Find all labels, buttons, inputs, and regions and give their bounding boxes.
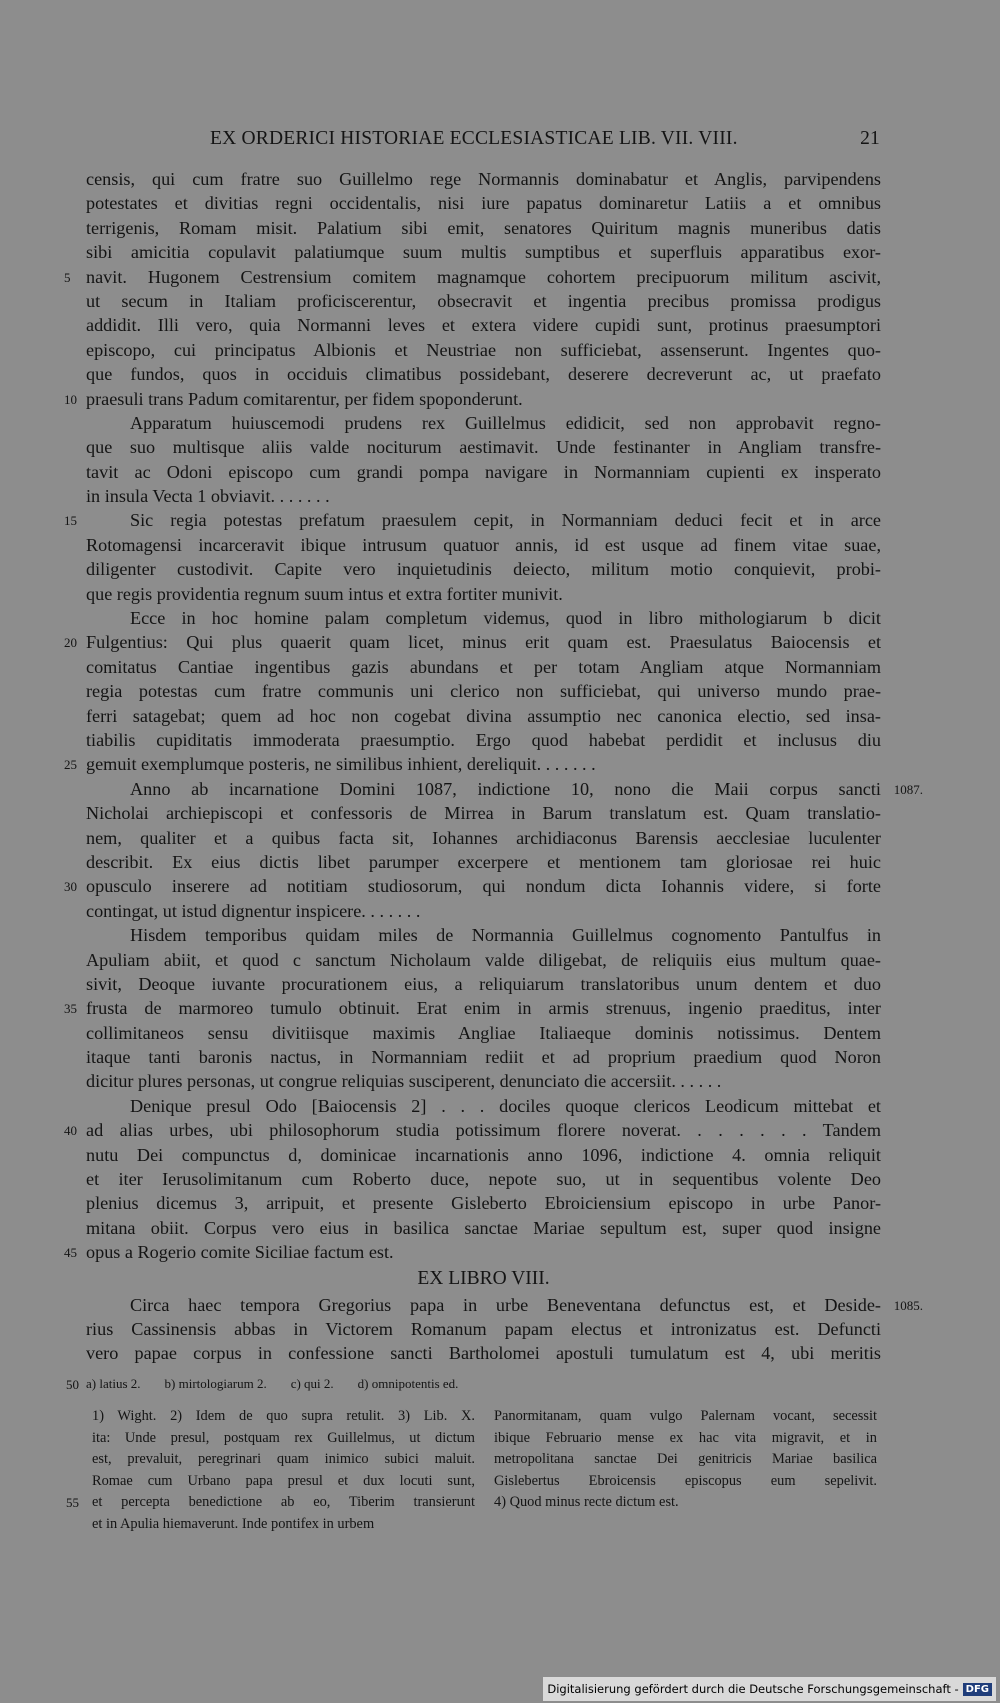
line-text: Rotomagensi incarceravit ibique intrusum quatuor annis, id est usque ad finem vitae suae, [86,534,881,555]
line-text: ad alias urbes, ubi philosophorum studia potissimum florere noverat. . . . . . . Tandem [86,1120,881,1141]
text-line [494,1492,877,1514]
variant-readings [66,1374,881,1394]
line-text: plenius dicemus 3, arripuit, et presente Gisleberto Ebroiciensium episcopo in urbe Panor- [86,1193,881,1214]
text-line [86,167,881,191]
running-header [180,128,880,154]
line-text: gemuit exemplumque posteris, ne similibus inhient, dereliquit. . . . . . . [86,754,596,775]
main-text [64,167,923,1366]
line-text: regia potestas cum fratre communis uni clerico non sufficiebat, qui universo mundo prae- [86,681,881,702]
line-text: episcopo, cui principatus Albionis et Neustriae non sufficiebat, assenserunt. Ingentes quo- [86,339,881,360]
text-line [86,1216,881,1240]
dfg-logo: DFG [963,1683,992,1696]
line-text: ibique Februario mense ex hac vita migravit, et in [494,1429,877,1446]
line-text: terrigenis, Romam misit. Palatium sibi emit, senatores Quiritum magnis muneribus datis [86,217,881,238]
line-text: Apparatum huiuscemodi prudens rex Guillelmus edidicit, sed non approbavit regno- [130,412,881,433]
line-text: Nicholai archiepiscopi et confessoris de Mirrea in Barum translatum est. Quam translatio- [86,803,881,824]
line-text: mitana obiit. Corpus vero eius in basilica sanctae Mariae sepultum est, super quod insigne [86,1217,881,1238]
line-text: nem, qualiter et a quibus facta sit, Iohannes archidiaconus Barensis aecclesiae luculenter [86,827,881,848]
digitization-credit [543,1677,996,1701]
line-number: 55 [66,1495,79,1510]
line-number: 25 [64,757,77,773]
text-line [86,484,881,508]
margin-year-note: 1085. [893,1297,923,1313]
text-line [86,1143,881,1167]
text-line [86,191,881,215]
text-line [86,850,881,874]
line-text: tavit ac Odoni episcopo cum grandi pompa navigare in Normanniam cupienti ex insperato [86,461,881,482]
line-text: itaque tanti baronis nactus, in Normanniam rediit et ad proprium praedium quod Noron [86,1047,881,1068]
line-text: est, prevaluit, peregrinari quam inimico subici maluit. [92,1451,475,1467]
text-line [86,338,881,362]
text-line [494,1428,877,1450]
line-text: opusculo inserere ad notitiam studiosorum, qui nondum dicta Iohannis videre, si forte [86,876,881,897]
line-number: 15 [64,513,77,529]
text-line [86,777,923,801]
text-line [494,1471,877,1493]
text-line [92,1471,475,1493]
text-line [86,948,881,972]
running-title: EX ORDERICI HISTORIAE ECCLESIASTICAE LIB. VII. VIII. [210,128,738,149]
line-number: 10 [64,391,77,407]
line-number: 30 [64,879,77,895]
text-line [86,362,881,386]
variant-reading: c) qui 2. [290,1376,334,1391]
line-text: et in Apulia hiemaverunt. Inde pontifex in urbem [92,1515,375,1532]
line-text: Anno ab incarnatione Domini 1087, indictione 10, nono die Maii corpus sancti [130,778,881,799]
text-line [86,557,881,581]
text-line [86,1341,881,1365]
line-text: que fundos, quos in occiduis climatibus possidebant, deserere decreverunt ac, ut praefato [86,364,881,385]
text-line [86,240,881,264]
line-text: ferri satagebat; quem ad hoc non cogebat divina assumptio nec canonica electio, sed insa- [86,705,881,726]
line-text: et iter Ierusolimitanum cum Roberto duce, nepote suo, ut in sequentibus volente Deo [86,1169,881,1190]
text-line [494,1406,877,1428]
text-line [86,460,881,484]
line-text: Sic regia potestas prefatum praesulem cepit, in Normanniam deduci fecit et in arce [130,510,881,531]
text-line [66,1492,475,1514]
page-number: 21 [860,128,880,149]
line-text: 1) Wight. 2) Idem de quo supra retulit. 3) Lib. X. [92,1408,475,1424]
text-line [86,704,881,728]
text-line [86,1167,881,1191]
line-text: que regis providentia regnum suum intus et extra fortiter munivit. [86,583,563,604]
line-text: ita: Unde presul, postquam rex Guillelmus, ut dictum [92,1429,475,1446]
line-text: vero papae corpus in confessione sancti Bartholomei apostuli tumulatum est 4, ubi meritis [86,1343,881,1364]
text-line [86,435,881,459]
text-line [86,826,881,850]
footnotes-right-column [494,1406,877,1514]
text-line [86,216,881,240]
line-text: praesuli trans Padum comitarentur, per fidem spoponderunt. [86,388,523,409]
text-line [86,533,881,557]
line-text: diligenter custodivit. Capite vero inquietudinis deiecto, militum motio conquievit, probi- [86,559,881,580]
text-line [86,1094,881,1118]
margin-year-note: 1087. [893,781,923,797]
text-line [64,1118,881,1142]
line-text: in insula Vecta 1 obviavit. . . . . . . [86,486,330,507]
variant-reading: d) omnipotentis ed. [357,1376,459,1391]
line-text: censis, qui cum fratre suo Guillelmo rege Normannis dominabatur et Anglis, parvipendens [86,169,881,189]
text-line [64,630,881,654]
line-text: metropolitana sanctae Dei genitricis Mariae basilica [494,1451,877,1467]
line-text: Gislebertus Ebroicensis episcopus eum sepelivit. [494,1472,877,1489]
text-line [64,508,881,532]
variant-reading: b) mirtologiarum 2. [164,1376,267,1391]
line-text: addidit. Illi vero, quia Normanni leves et extera videre cupidi sunt, protinus praesumptori [86,315,881,336]
text-line [86,1069,881,1093]
line-text: dicitur plures personas, ut congrue reliquias susciperent, denunciato die accersiit. . . . . . [86,1071,722,1092]
text-line [64,874,881,898]
line-text: contingat, ut istud dignentur inspicere. . . . . . . [86,900,421,921]
line-text: Apuliam abiit, et quod c sanctum Nicholaum valde diligebat, de reliquiis eius multum quae- [86,949,881,970]
line-text: sibi amicitia copulavit palatiumque suum multis sumptibus et superfluis apparatibus exor- [86,242,881,263]
footnotes-left-column [66,1406,475,1535]
text-line [86,923,881,947]
text-line [86,655,881,679]
text-line [64,387,881,411]
text-line [64,752,881,776]
text-line [92,1406,475,1428]
line-text: ut secum in Italiam proficiscerentur, obsecravit et ingentia precibus promissa prodigus [86,290,881,311]
text-line [92,1449,475,1471]
line-number: 40 [64,1123,77,1139]
line-text: 4) Quod minus recte dictum est. [494,1494,679,1510]
line-text: Ecce in hoc homine palam completum videmus, quod in libro mithologiarum b dicit [130,608,881,629]
text-line [86,728,881,752]
line-text: sivit, Deoque iuvante procurationem eius, a reliquiarum translatoribus unum dentem et duo [86,973,881,994]
text-line [86,899,881,923]
text-line [86,801,881,825]
line-text: navit. Hugonem Cestrensium comitem magnamque cohortem precipuorum militum ascivit, [86,266,881,287]
line-text: opus a Rogerio comite Siciliae factum est. [86,1242,394,1263]
text-line [86,1021,881,1045]
line-text: Panormitanam, quam vulgo Palernam vocant, secessit [494,1408,877,1424]
line-number: 45 [64,1245,77,1261]
text-line [86,1191,881,1215]
text-line [86,582,881,606]
text-line [92,1514,475,1536]
line-text: collimitaneos sensu divitiisque maximis Angliae Italiaeque dominis notissimus. Dentem [86,1022,881,1043]
text-line [86,411,881,435]
line-number: 50 [66,1377,79,1392]
section-heading: EX LIBRO VIII. [417,1267,550,1289]
line-number: 5 [64,269,71,285]
text-line [64,996,881,1020]
line-text: Circa haec tempora Gregorius papa in urbe Beneventana defunctus est, et Deside- [130,1294,881,1315]
variant-reading: a) latius 2. [86,1376,141,1391]
text-line [86,679,881,703]
credit-text: Digitalisierung gefördert durch die Deutsche Forschungsgemeinschaft - [547,1682,959,1696]
text-line [86,313,881,337]
line-text: que suo multisque aliis valde nociturum aestimavit. Unde festinanter in Angliam transfre- [86,437,881,458]
line-text: Romae cum Urbano papa presul et dux locuti sunt, [92,1472,475,1489]
line-text: describit. Ex eius dictis libet parumper excerpere et mentionem tam gloriosae rei huic [86,851,881,872]
text-line [494,1449,877,1471]
line-text: Fulgentius: Qui plus quaerit quam licet, minus erit quam est. Praesulatus Baiocensis et [86,632,881,653]
text-line [64,1240,881,1264]
line-number: 35 [64,1001,77,1017]
text-line [86,972,881,996]
text-line [86,1317,881,1341]
text-line [86,1045,881,1069]
text-line [86,289,881,313]
line-text: frusta de marmoreo tumulo obtinuit. Erat enim in armis strenuus, ingenio praeditus, inter [86,998,881,1019]
text-line [64,265,881,289]
text-line [92,1428,475,1450]
text-line [86,1293,923,1317]
line-text: tiabilis cupiditatis immoderata praesumptio. Ergo quod habebat perdidit et inclusus diu [86,729,881,750]
line-text: rius Cassinensis abbas in Victorem Romanum papam electus et intronizatus est. Defuncti [86,1318,881,1339]
line-number: 20 [64,635,77,651]
line-text: nutu Dei compunctus d, dominicae incarnationis anno 1096, indictione 4. omnia reliquit [86,1144,881,1165]
line-text: comitatus Cantiae ingentibus gazis abundans et per totam Angliam atque Normanniam [86,656,881,677]
line-text: et percepta benedictione ab eo, Tiberim transierunt [92,1494,475,1510]
line-text: Hisdem temporibus quidam miles de Normannia Guillelmus cognomento Pantulfus in [130,925,881,946]
line-text: Denique presul Odo [Baiocensis 2] . . . dociles quoque clericos Leodicum mittebat et [130,1095,881,1116]
line-text: potestates et divitias regni occidentalis, nisi iure papatus dominaretur Latiis a et omnibus [86,193,881,214]
text-line [86,606,881,630]
